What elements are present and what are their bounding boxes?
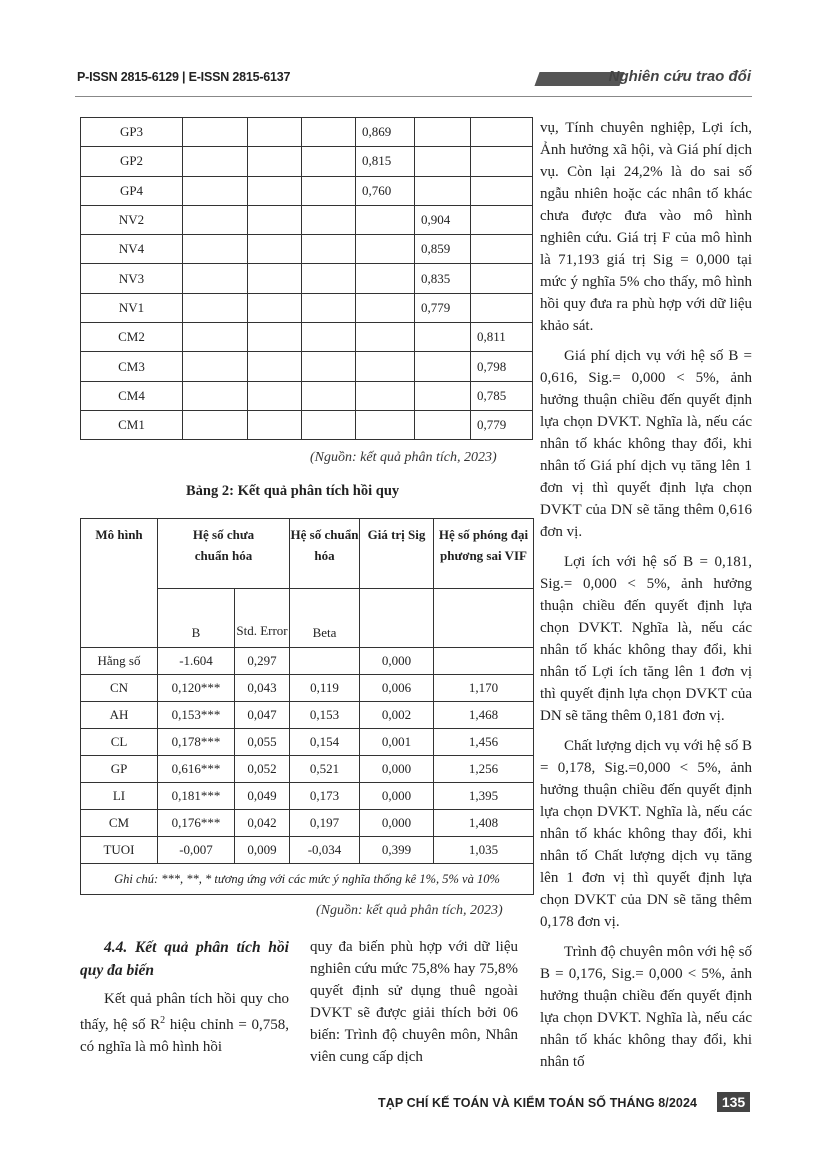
right-paragraph-5: Trình độ chuyên môn với hệ số B = 0,176, Sig.= 0,000 < 5%, ảnh hưởng thuận chiều đến quyết định lựa chọn DVKT. Nghĩa là, nếu các nhân tố khác không thay đổi, khi nhân tố [540,944,752,1070]
beta-cell: 0,197 [290,810,360,837]
middle-paragraph: quy đa biến phù hợp với dữ liệu nghiên cứu mức 75,8% hay 75,8% quyết định sử dụng thuê ngoài DVKT sẽ được giải thích bởi 06 biến: Trình độ chuyên môn, Nhân viên cung cấp dịch [310,939,518,1065]
empty-cell [248,264,302,293]
empty-cell [356,352,415,381]
empty-cell [356,381,415,410]
table-row [81,147,533,176]
empty-cell [302,176,356,205]
empty-cell [302,293,356,322]
beta-cell [290,648,360,675]
coef-b-cell: 0,120*** [158,675,235,702]
empty-cell [471,147,533,176]
right-column [540,117,752,1081]
empty-cell [183,352,248,381]
empty-cell [302,205,356,234]
empty-cell [183,410,248,439]
table2-source: (Nguồn: kết quả phân tích, 2023) [316,903,503,918]
middle-column [310,936,518,1076]
table-row [81,352,533,381]
item-code: NV4 [81,235,183,264]
header-vif: Hệ số phóng đại phương sai VIF [434,519,534,589]
empty-cell [183,205,248,234]
loading-value: 0,760 [356,176,415,205]
loading-value: 0,835 [415,264,471,293]
item-code: GP2 [81,147,183,176]
header-sig: Giá trị Sig [360,519,434,589]
header-std-error: Std. Error [235,589,290,648]
section-title: Nghiên cứu trao đổi [608,68,751,85]
empty-cell [302,410,356,439]
header-sig-blank [360,589,434,648]
table-row [81,729,534,756]
item-code: CM1 [81,410,183,439]
empty-cell [183,118,248,147]
sig-cell: 0,002 [360,702,434,729]
item-code: CM2 [81,323,183,352]
empty-cell [183,323,248,352]
header-vif-blank [434,589,534,648]
variable-cell: GP [81,756,158,783]
std-error-cell: 0,297 [235,648,290,675]
vif-cell: 1,408 [434,810,534,837]
sig-cell: 0,006 [360,675,434,702]
table-row [81,756,534,783]
table-row [81,264,533,293]
table-row [81,381,533,410]
left-column [80,936,289,1066]
sig-cell: 0,000 [360,783,434,810]
vif-cell: 1,456 [434,729,534,756]
note-row [81,864,534,895]
std-error-cell: 0,043 [235,675,290,702]
table-row [81,118,533,147]
table-row [81,783,534,810]
vif-cell: 1,035 [434,837,534,864]
empty-cell [356,323,415,352]
variable-cell: CM [81,810,158,837]
empty-cell [302,352,356,381]
empty-cell [415,410,471,439]
item-code: CM3 [81,352,183,381]
coef-b-cell: 0,616*** [158,756,235,783]
std-error-cell: 0,055 [235,729,290,756]
loading-value: 0,869 [356,118,415,147]
item-code: NV3 [81,264,183,293]
loading-value: 0,785 [471,381,533,410]
right-paragraph-4: Chất lượng dịch vụ với hệ số B = 0,178, Sig.=0,000 < 5%, ảnh hưởng thuận chiều đến quyết định lựa chọn DVKT. Nghĩa là, nếu các nhân tố khác không thay đổi, khi nhân tố Chất lượng dịch vụ tăng lên 1 đơn vị thì quyết định lựa chọn DVKT của DN sẽ tăng thêm 0,178 đơn vị. [540,738,752,930]
std-error-cell: 0,009 [235,837,290,864]
sig-cell: 0,399 [360,837,434,864]
empty-cell [302,381,356,410]
item-code: NV2 [81,205,183,234]
empty-cell [183,381,248,410]
empty-cell [302,264,356,293]
beta-cell: 0,119 [290,675,360,702]
empty-cell [248,352,302,381]
journal-footer: TẠP CHÍ KẾ TOÁN VÀ KIỂM TOÁN SỐ THÁNG 8/2024 [378,1096,698,1110]
beta-cell: 0,173 [290,783,360,810]
empty-cell [356,410,415,439]
empty-cell [183,147,248,176]
loading-value: 0,859 [415,235,471,264]
empty-cell [415,176,471,205]
beta-cell: -0,034 [290,837,360,864]
empty-cell [302,147,356,176]
sig-cell: 0,000 [360,810,434,837]
coef-b-cell: 0,153*** [158,702,235,729]
empty-cell [302,323,356,352]
regression-table [80,518,534,895]
issn-line: P-ISSN 2815-6129 | E-ISSN 2815-6137 [77,70,291,84]
table-row [81,648,534,675]
empty-cell [248,176,302,205]
empty-cell [471,293,533,322]
item-code: GP4 [81,176,183,205]
empty-cell [183,235,248,264]
empty-cell [248,147,302,176]
table-row [81,235,533,264]
coef-b-cell: 0,176*** [158,810,235,837]
header-b: B [158,589,235,648]
empty-cell [248,235,302,264]
table-row [81,410,533,439]
std-error-cell: 0,052 [235,756,290,783]
table-row [81,702,534,729]
empty-cell [248,410,302,439]
table-row [81,205,533,234]
empty-cell [415,118,471,147]
table-row [81,837,534,864]
coef-b-cell: 0,178*** [158,729,235,756]
empty-cell [471,205,533,234]
header-beta: Beta [290,589,360,648]
variable-cell: CN [81,675,158,702]
variable-cell: LI [81,783,158,810]
empty-cell [471,176,533,205]
header-unstandardized: Hệ số chưa chuẩn hóa [158,519,290,589]
table-row [81,675,534,702]
variable-cell: AH [81,702,158,729]
empty-cell [248,323,302,352]
header-model: Mô hình [81,519,158,648]
vif-cell [434,648,534,675]
variable-cell: TUOI [81,837,158,864]
loading-value: 0,811 [471,323,533,352]
std-error-cell: 0,049 [235,783,290,810]
empty-cell [302,118,356,147]
table-row [81,176,533,205]
table-row [81,293,533,322]
empty-cell [356,264,415,293]
table-row [81,323,533,352]
empty-cell [248,293,302,322]
coef-b-cell: -0,007 [158,837,235,864]
empty-cell [471,118,533,147]
coef-b-cell: -1.604 [158,648,235,675]
empty-cell [248,118,302,147]
empty-cell [183,264,248,293]
right-paragraph-2: Giá phí dịch vụ với hệ số B = 0,616, Sig.= 0,000 < 5%, ảnh hưởng thuận chiều đến quyết định lựa chọn DVKT. Nghĩa là, nếu các nhân tố khác không thay đổi, khi nhân tố Giá phí dịch vụ tăng lên 1 đơn vị thì quyết định lựa chọn DVKT của DN sẽ tăng thêm 0,616 đơn vị. [540,348,752,540]
coef-b-cell: 0,181*** [158,783,235,810]
item-code: NV1 [81,293,183,322]
vif-cell: 1,170 [434,675,534,702]
section-banner [537,68,751,92]
empty-cell [415,381,471,410]
page-number: 135 [717,1092,750,1112]
empty-cell [356,235,415,264]
empty-cell [302,235,356,264]
sig-cell: 0,000 [360,648,434,675]
header-standardized: Hệ số chuẩn hóa [290,519,360,589]
empty-cell [415,147,471,176]
sig-cell: 0,000 [360,756,434,783]
vif-cell: 1,256 [434,756,534,783]
empty-cell [415,352,471,381]
empty-cell [356,205,415,234]
empty-cell [471,235,533,264]
beta-cell: 0,154 [290,729,360,756]
header-rule [75,96,752,97]
empty-cell [248,205,302,234]
loadings-table [80,117,533,440]
loading-value: 0,815 [356,147,415,176]
empty-cell [415,323,471,352]
empty-cell [183,293,248,322]
empty-cell [471,264,533,293]
table-note: Ghi chú: ***, **, * tương ứng với các mức ý nghĩa thống kê 1%, 5% và 10% [81,864,534,895]
item-code: CM4 [81,381,183,410]
loading-value: 0,904 [415,205,471,234]
empty-cell [183,176,248,205]
loading-value: 0,798 [471,352,533,381]
vif-cell: 1,468 [434,702,534,729]
table1-source: (Nguồn: kết quả phân tích, 2023) [310,450,497,465]
std-error-cell: 0,047 [235,702,290,729]
right-paragraph-1: vụ, Tính chuyên nghiệp, Lợi ích, Ảnh hưởng xã hội, và Giá phí dịch vụ. Còn lại 24,2% là do sai số ngẫu nhiên hoặc các nhân tố khác chưa được đưa vào mô hình nghiên cứu. Giá trị F của mô hình là 71,193 giá trị Sig = 0,000 tại mức ý nghĩa 5% cho thấy, mô hình hồi quy đưa ra phù hợp với dữ liệu khảo sát. [540,120,752,334]
table2-title: Bảng 2: Kết quả phân tích hồi quy [186,483,400,499]
empty-cell [248,381,302,410]
beta-cell: 0,153 [290,702,360,729]
item-code: GP3 [81,118,183,147]
table-row [81,810,534,837]
beta-cell: 0,521 [290,756,360,783]
std-error-cell: 0,042 [235,810,290,837]
variable-cell: CL [81,729,158,756]
section-heading: 4.4. Kết quả phân tích hồi quy đa biến [80,939,289,979]
variable-cell: Hằng số [81,648,158,675]
loading-value: 0,779 [415,293,471,322]
loading-value: 0,779 [471,410,533,439]
vif-cell: 1,395 [434,783,534,810]
left-paragraph: Kết quả phân tích hồi quy cho thấy, hệ số $R^2$ hiệu chỉnh = 0,758, có nghĩa là mô hình hồi [80,991,289,1055]
right-paragraph-3: Lợi ích với hệ số B = 0,181, Sig.= 0,000 < 5%, ảnh hưởng thuận chiều đến quyết định lựa chọn DVKT. Nghĩa là, nếu các nhân tố khác không thay đổi, khi nhân tố Lợi ích tăng lên 1 đơn vị thì quyết định lựa chọn DVKT của DN sẽ tăng thêm 0,181 đơn vị. [540,554,752,724]
empty-cell [356,293,415,322]
sig-cell: 0,001 [360,729,434,756]
